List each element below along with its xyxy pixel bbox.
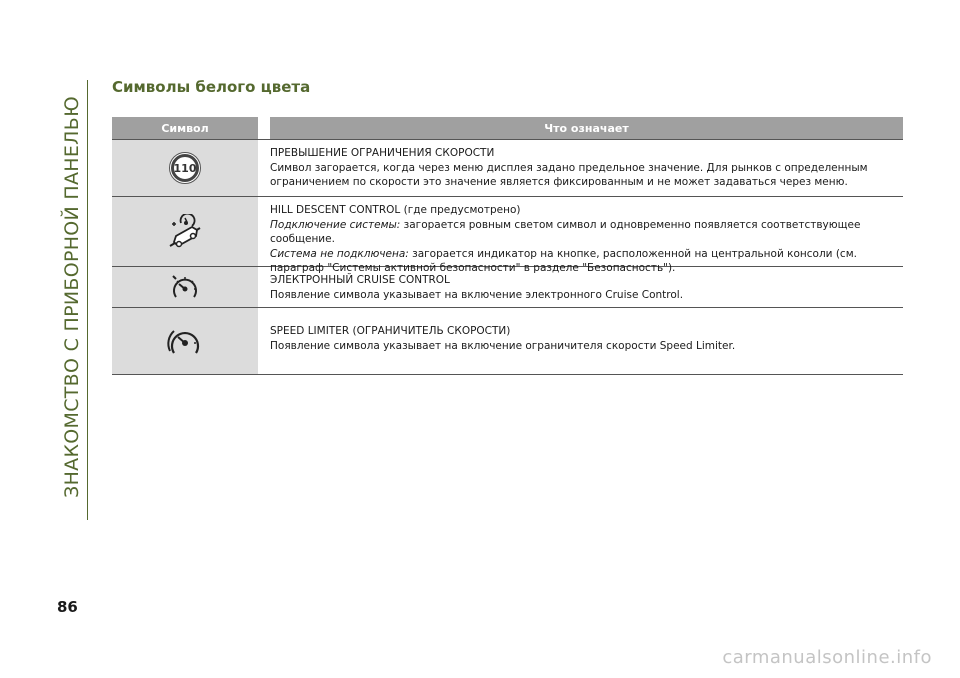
watermark: carmanualsonline.info bbox=[722, 647, 932, 668]
symbols-table bbox=[112, 117, 903, 375]
table-row bbox=[112, 267, 903, 308]
side-chapter-title bbox=[52, 82, 92, 512]
table-header bbox=[112, 117, 903, 139]
speed-limit-110-icon bbox=[112, 140, 258, 196]
speed-limiter-icon bbox=[112, 308, 258, 374]
row-text: Появление символа указывает на включение ограничителя скорости Speed Limiter. bbox=[270, 339, 736, 352]
row-heading: ПРЕВЫШЕНИЕ ОГРАНИЧЕНИЯ СКОРОСТИ bbox=[270, 147, 495, 159]
row-heading: HILL DESCENT CONTROL (где предусмотрено) bbox=[270, 204, 521, 216]
row-text-enabled: загорается ровным светом символ и одновременно появляется соответствующее сообщение. bbox=[270, 218, 861, 245]
section-title: Символы белого цвета bbox=[112, 78, 311, 96]
row-description bbox=[270, 308, 903, 374]
header-meaning: Что означает bbox=[544, 121, 629, 135]
side-divider bbox=[87, 80, 88, 520]
row-description bbox=[270, 140, 903, 196]
row-text: Символ загорается, когда через меню дисплея задано предельное значение. Для рынков с определенным ограничением по скорости это значение является фиксированным и не может задаваться через меню. bbox=[270, 161, 868, 188]
row-label-enabled: Подключение системы: bbox=[270, 218, 401, 231]
speed-limit-value: 110 bbox=[173, 162, 197, 175]
electronic-cruise-control-icon bbox=[112, 267, 258, 307]
row-heading: SPEED LIMITER (ОГРАНИЧИТЕЛЬ СКОРОСТИ) bbox=[270, 325, 511, 337]
header-symbol: Символ bbox=[161, 121, 209, 135]
page-number: 86 bbox=[57, 598, 78, 616]
row-text-disabled: загорается индикатор на кнопке, расположенной на центральной консоли (см. параграф "Системы активной безопасности" в разделе "Безопасность"). bbox=[270, 247, 857, 274]
row-label-disabled: Система не подключена: bbox=[270, 247, 409, 260]
row-text: Появление символа указывает на включение электронного Cruise Control. bbox=[270, 288, 684, 301]
table-row bbox=[112, 308, 903, 375]
row-description bbox=[270, 197, 903, 274]
row-heading: ЭЛЕКТРОННЫЙ CRUISE CONTROL bbox=[270, 274, 450, 286]
row-description bbox=[270, 267, 903, 307]
side-chapter-title-text: ЗНАКОМСТВО С ПРИБОРНОЙ ПАНЕЛЬЮ bbox=[61, 96, 84, 498]
table-row bbox=[112, 197, 903, 274]
table-row bbox=[112, 139, 903, 197]
hill-descent-control-icon bbox=[112, 197, 258, 266]
